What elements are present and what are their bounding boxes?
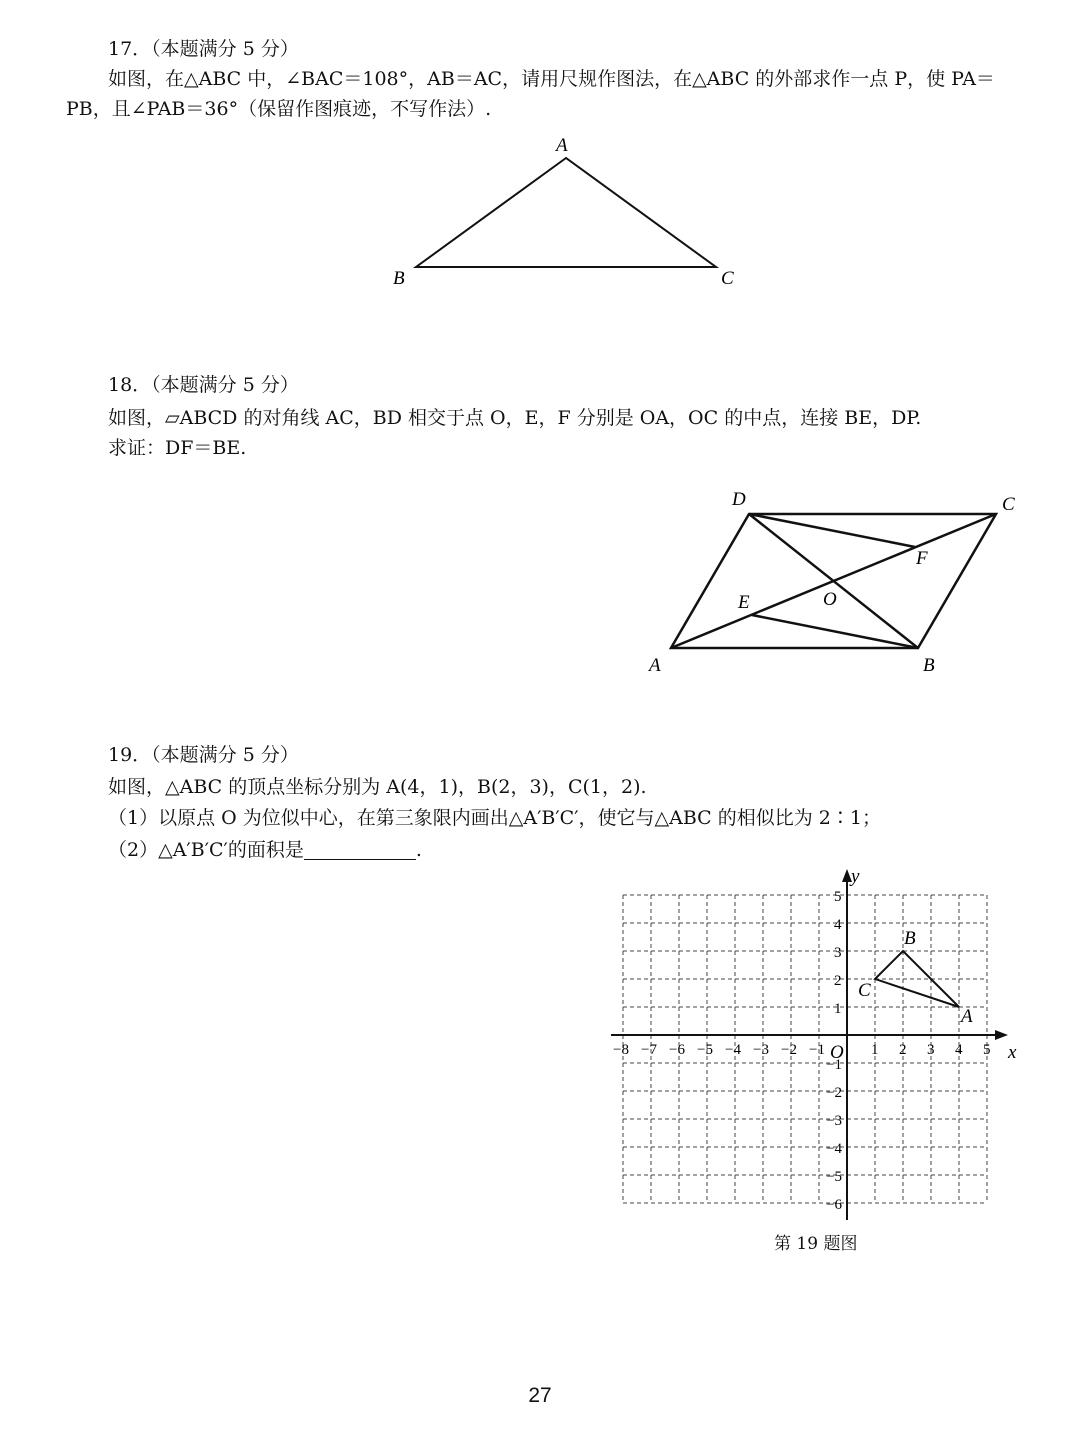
q18-label-F: F bbox=[916, 548, 928, 569]
q19-header: 19．（本题满分 5 分） bbox=[108, 744, 299, 766]
y-tick-label: 2 bbox=[834, 973, 842, 989]
q17-label-C: C bbox=[721, 268, 734, 289]
q18-label-A: A bbox=[649, 655, 661, 676]
q18-label-B: B bbox=[923, 655, 935, 676]
x-tick-label: −6 bbox=[669, 1042, 685, 1058]
x-tick-label: −4 bbox=[725, 1042, 741, 1058]
q17-label-B: B bbox=[393, 268, 405, 289]
page-number: 27 bbox=[528, 1384, 552, 1407]
y-tick-label: −3 bbox=[826, 1113, 842, 1129]
q17-header: 17．（本题满分 5 分） bbox=[108, 38, 299, 60]
q19-caption: 第 19 题图 bbox=[774, 1234, 858, 1254]
q19-part2-prefix: （2）△A′B′C′的面积是 bbox=[108, 839, 304, 861]
q18-header: 18．（本题满分 5 分） bbox=[108, 374, 299, 396]
q17-text-line2: PB，且∠PAB＝36°（保留作图痕迹，不写作法）. bbox=[66, 98, 492, 120]
x-tick-label: 2 bbox=[899, 1042, 907, 1058]
y-tick-label: 4 bbox=[834, 917, 842, 933]
y-tick-label: 3 bbox=[834, 945, 842, 961]
x-tick-label: 1 bbox=[871, 1042, 879, 1058]
q19-label-B: B bbox=[904, 928, 916, 949]
q18-label-E: E bbox=[738, 592, 750, 613]
q18-text-line2: 求证：DF＝BE. bbox=[108, 437, 247, 459]
q19-text-line1: 如图，△ABC 的顶点坐标分别为 A(4，1)，B(2，3)，C(1，2). bbox=[108, 776, 647, 798]
q18-label-O: O bbox=[823, 589, 837, 610]
x-tick-label: −1 bbox=[809, 1042, 825, 1058]
x-tick-label: −2 bbox=[781, 1042, 797, 1058]
q19-label-C: C bbox=[858, 980, 871, 1001]
y-tick-label: −6 bbox=[826, 1197, 842, 1213]
q19-label-A: A bbox=[961, 1006, 973, 1027]
x-tick-label: 3 bbox=[927, 1042, 935, 1058]
x-axis-label: x bbox=[1008, 1042, 1017, 1063]
x-axis-arrow bbox=[995, 1030, 1008, 1040]
x-tick-label: −5 bbox=[697, 1042, 713, 1058]
y-tick-label: 5 bbox=[834, 889, 842, 905]
q17-text-line1: 如图，在△ABC 中，∠BAC＝108°，AB＝AC，请用尺规作图法，在△ABC 的外部求作一点 P，使 PA＝ bbox=[108, 68, 995, 90]
x-tick-label: −8 bbox=[613, 1042, 629, 1058]
y-tick-label: 1 bbox=[834, 1001, 842, 1017]
q18-text-line1: 如图，▱ABCD 的对角线 AC，BD 相交于点 O，E，F 分别是 OA，OC 的中点，连接 BE，DP. bbox=[108, 407, 922, 429]
q19-part1: （1）以原点 O 为位似中心，在第三象限内画出△A′B′C′，使它与△ABC 的相似比为 2∶1； bbox=[108, 807, 881, 829]
x-tick-label: −7 bbox=[641, 1042, 657, 1058]
x-tick-label: −3 bbox=[753, 1042, 769, 1058]
q18-label-C: C bbox=[1002, 494, 1015, 515]
y-tick-label: −5 bbox=[826, 1169, 842, 1185]
y-tick-label: −1 bbox=[826, 1057, 842, 1073]
q19-part2-suffix: . bbox=[415, 839, 422, 861]
q17-label-A: A bbox=[556, 135, 568, 156]
y-axis-label: y bbox=[851, 866, 860, 887]
x-tick-label: 5 bbox=[983, 1042, 991, 1058]
q18-label-D: D bbox=[732, 489, 746, 510]
x-tick-label: 4 bbox=[955, 1042, 963, 1058]
y-tick-label: −2 bbox=[826, 1085, 842, 1101]
y-tick-label: −4 bbox=[826, 1141, 842, 1157]
origin-label: O bbox=[830, 1042, 844, 1063]
